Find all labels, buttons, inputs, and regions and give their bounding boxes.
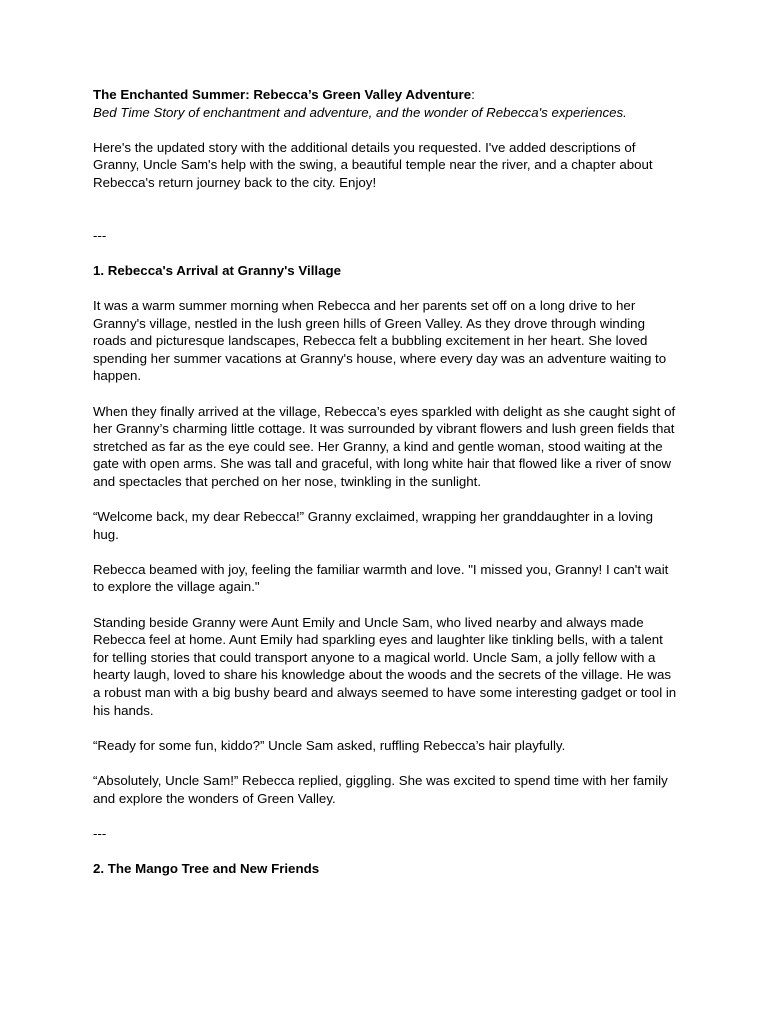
story-paragraph: Standing beside Granny were Aunt Emily and Uncle Sam, who lived nearby and always made Rebecca feel at home. Aunt Emily had sparkling eyes and laughter like tinkling bells, with a talent for telling stories that could transport anyone to a magical world. Uncle Sam, a jolly fellow with a hearty laugh, loved to share his knowledge about the woods and the secrets of the village. He was a robust man with a big bushy beard and always seemed to have some interesting gadget or tool in his hands. xyxy=(93,614,677,718)
story-paragraph: “Ready for some fun, kiddo?” Uncle Sam asked, ruffling Rebecca’s hair playfully. xyxy=(93,737,566,753)
chapter-heading: 1. Rebecca's Arrival at Granny's Village xyxy=(93,262,342,278)
title-suffix: : xyxy=(471,87,475,102)
story-paragraph: It was a warm summer morning when Rebecca and her parents set off on a long drive to her Granny's village, nestled in the lush green hills of Green Valley. As they drove through winding roads and picturesque landscapes, Rebecca felt a bubbling excitement in her heart. She loved spending her summer vacations at Granny's house, where every day was an adventure waiting to happen. xyxy=(93,297,667,384)
chapter-heading: 2. The Mango Tree and New Friends xyxy=(93,860,320,876)
story-paragraph: Rebecca beamed with joy, feeling the familiar warmth and love. "I missed you, Granny! I can't wait to explore the village again." xyxy=(93,561,669,595)
document-title xyxy=(93,86,679,104)
separator: --- xyxy=(93,825,107,841)
story-paragraph: “Absolutely, Uncle Sam!” Rebecca replied, giggling. She was excited to spend time with her family and explore the wonders of Green Valley. xyxy=(93,772,668,806)
separator: --- xyxy=(93,227,107,243)
document-page xyxy=(93,86,679,878)
intro-paragraph: Here's the updated story with the additional details you requested. I've added descriptions of Granny, Uncle Sam's help with the swing, a beautiful temple near the river, and a chapter about Rebecca's return journey back to the city. Enjoy! xyxy=(93,139,653,190)
title-text: The Enchanted Summer: Rebecca’s Green Valley Adventure xyxy=(93,87,472,102)
story-paragraph: When they finally arrived at the village, Rebecca’s eyes sparkled with delight as she caught sight of her Granny’s charming little cottage. It was surrounded by vibrant flowers and lush green fields that stretched as far as the eye could see. Her Granny, a kind and gentle woman, stood waiting at the gate with open arms. She was tall and graceful, with long white hair that flowed like a river of snow and spectacles that perched on her nose, twinkling in the sunlight. xyxy=(93,403,676,489)
story-paragraph: “Welcome back, my dear Rebecca!” Granny exclaimed, wrapping her granddaughter in a loving hug. xyxy=(93,509,653,542)
document-subtitle: Bed Time Story of enchantment and adventure, and the wonder of Rebecca's experiences. xyxy=(93,104,627,120)
